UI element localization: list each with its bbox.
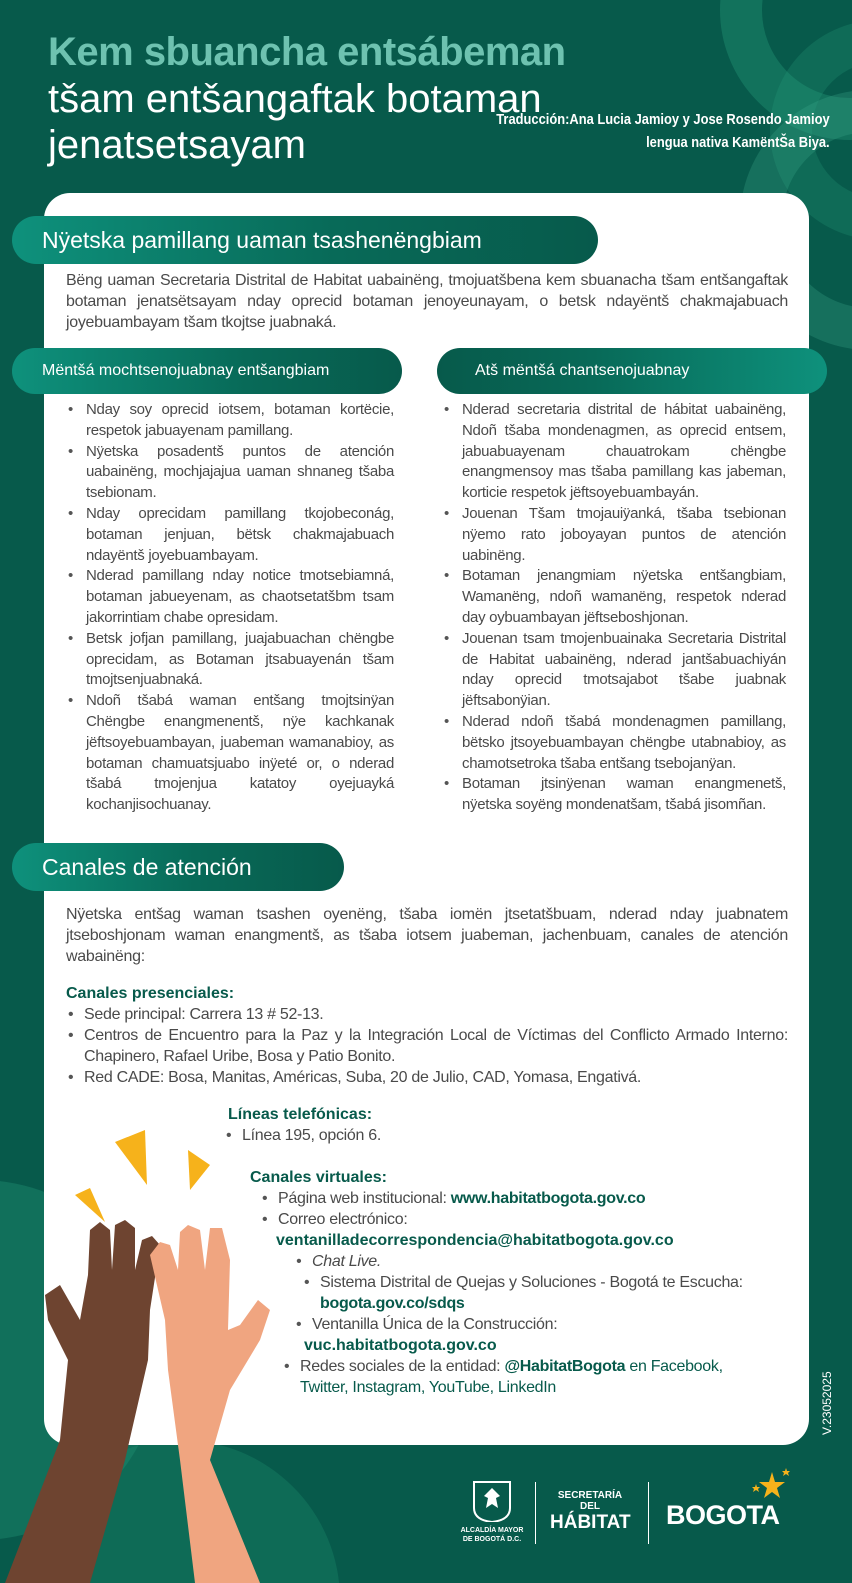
list-item: • Nÿetska posadentš puntos de atención uabainëng, mochjajajua uaman shnaneg tšaba tsebionam. — [66, 442, 394, 504]
email-label: Correo electrónico: — [278, 1211, 408, 1228]
title-line-2: tšam entšangaftak botaman — [48, 77, 542, 121]
translation-credit — [497, 108, 830, 154]
list-item: • Línea 195, opción 6. — [224, 1125, 624, 1146]
social-handle[interactable]: @HabitatBogota — [504, 1358, 626, 1375]
title-line-1: Kem sbuancha entsábeman — [48, 30, 566, 74]
translation-line-2: lengua nativa KamëntŠa Biya. — [646, 134, 830, 151]
list-item-web — [260, 1188, 790, 1209]
lineas-telefonicas — [224, 1104, 624, 1146]
alcaldia-label — [456, 1526, 528, 1544]
light-hand — [150, 1225, 270, 1583]
section-title-text: Canales de atención — [42, 853, 252, 880]
spark-icon — [75, 1130, 210, 1222]
list-item-chat: • Chat Live. — [294, 1251, 790, 1272]
high-five-hands-illustration — [0, 1130, 280, 1583]
vuc-link[interactable]: vuc.habitatbogota.gov.co — [304, 1337, 497, 1354]
secretaria-line-1: SECRETARÍA DEL — [557, 1490, 623, 1512]
list-item: • Nderad secretaria distrital de hábitat uabainëng, Ndoñ tšaba mondenagmen, as oprecid entsem, jabuabuayenam chauatrokam chëngbe enangmensoy mas tšaba pamillang kas jabeman, korticie respetok jëftsoyebuambayán. — [442, 400, 786, 504]
canales-virtuales — [250, 1167, 790, 1398]
section-title-rights-duties — [12, 216, 598, 264]
footer-logos — [460, 1470, 820, 1570]
section-title-text: Nÿetska pamillang uaman tsashenëngbiam — [42, 226, 482, 253]
list-item: • Nderad pamillang nday notice tmotsebiamná, botaman jabueyenam, as chaotsetatšbm tsam jakorrintiam chabe opresidam. — [66, 566, 394, 628]
section-intro: Bëng uaman Secretaria Distrital de Habitat uabainëng, tmojuatšbena kem sbuanacha tšam entšangaftak botaman jenatsëtsayam nday oprecid botaman jenoyeunayam, o betsk ndayëntš chakmajabuach joyebuambayam tšam tkojtse juabnaká. — [66, 272, 788, 331]
web-label: Página web institucional: — [278, 1190, 451, 1207]
list-item: • Jouenan tsam tmojenbuainaka Secretaria Distrital de Habitat uabainëng, nderad jantšabuachiyán nday oprecid tmotsajabot tšabe juabnak jëftsabonÿian. — [442, 629, 786, 712]
alcaldia-line-1: ALCALDÍA MAYOR — [460, 1527, 524, 1534]
rights-list — [66, 400, 394, 816]
column-title-text: Atš mëntšá chantsenojuabnay — [475, 362, 690, 379]
list-item: • Botaman jtsinÿenan waman enangmenetš, nÿetska soyëng mondenatšam, tšabá jisomñan. — [442, 774, 786, 816]
email-link[interactable]: ventanilladecorrespondencia@habitatbogota.gov.co — [276, 1232, 674, 1249]
presenciales-title: Canales presenciales: — [66, 985, 235, 1002]
social-networks: en Facebook, Twitter, Instagram, YouTube, LinkedIn — [300, 1358, 723, 1396]
column-title-rights — [12, 348, 402, 394]
title-line-3: jenatsetsayam — [48, 123, 306, 167]
canales-intro: Nÿetska entšag waman tsashen oyenëng, tšaba iomën jtsetatšbuam, nderad nday juabnatem jtseboshjonam waman enangmentš, as tšaba iotsem juabeman, jachenbuam, canales de atención wabainëng: — [66, 906, 788, 965]
list-item: • Sede principal: Carrera 13 # 52-13. — [66, 1004, 788, 1025]
divider — [648, 1482, 649, 1544]
sdqs-link[interactable]: bogota.gov.co/sdqs — [320, 1295, 465, 1312]
list-item: • Red CADE: Bosa, Manitas, Américas, Suba, 20 de Julio, CAD, Yomasa, Engativá. — [66, 1067, 788, 1088]
list-item: • Nday oprecidam pamillang tkojobeconág, botaman jenjuan, bëtsk chakmajabuach ndayëntš joyebuambayam. — [66, 504, 394, 566]
list-item: • Centros de Encuentro para la Paz y la Integración Local de Víctimas del Conflicto Armado Interno: Chapinero, Rafael Uribe, Bosa y Patio Bonito. — [66, 1025, 788, 1067]
list-item: • Betsk jofjan pamillang, juajabuachan chëngbe oprecidam, as Botaman jtsabuayenán tšam tmojtsenjuabnaká. — [66, 629, 394, 691]
vuc-label: Ventanilla Única de la Construcción: — [312, 1316, 558, 1333]
alcaldia-line-2: DE BOGOTÁ D.C. — [462, 1536, 522, 1543]
secretaria-line-2: HÁBITAT — [550, 1512, 631, 1533]
list-item-email — [260, 1209, 790, 1230]
version-label: V.23052025 — [820, 1371, 834, 1435]
list-item: • Nderad ndoñ tšabá mondenagmen pamillang, bëtsko jtsoyebuambayan chëngbe utabnabioy, as chamotsetroka tšaba entšang tsebojanÿan. — [442, 712, 786, 774]
divider — [535, 1482, 536, 1544]
column-title-text: Mëntšá mochtsenojuabnay entšangbiam — [42, 362, 330, 379]
translation-line-1: Traducción:Ana Lucia Jamioy y Jose Rosendo Jamioy — [496, 111, 830, 128]
social-label: Redes sociales de la entidad: — [300, 1358, 505, 1375]
telefonicas-title: Líneas telefónicas: — [228, 1106, 373, 1123]
dark-hand — [5, 1220, 160, 1583]
secretaria-habitat-logo — [550, 1490, 630, 1534]
list-item-sdqs — [302, 1272, 790, 1314]
list-item: • Botaman jenangmiam nÿetska entšangbiam, Wamanëng, ndoñ wamanëng, respetok nderad day oybuambayan jëftseboshjonan. — [442, 566, 786, 628]
list-item-vuc — [294, 1314, 790, 1335]
canales-presenciales — [66, 983, 788, 1088]
list-item-social — [282, 1356, 750, 1398]
list-item: • Ndoñ tšabá waman entšang tmojtsinÿan Chëngbe enangmenentš, nÿe kachkanak jëftsoyebuambayan, juabeman wamanabioy, as botaman chamuatsjuabo inÿeté or, o nderad tšabá tmojenjua katatoy oyejuayká kochanjisochuanay. — [66, 691, 394, 816]
bogota-coat-of-arms-icon — [472, 1480, 512, 1522]
list-item: • Jouenan Tšam tmojauiÿanká, tšaba tsebionan nÿemo rato joboyayan puntos de atención uabinëng. — [442, 504, 786, 566]
section-title-canales — [12, 843, 344, 891]
list-item: • Nday soy oprecid iotsem, botaman kortëcie, respetok jabuayenam pamillang. — [66, 400, 394, 442]
virtuales-title: Canales virtuales: — [250, 1169, 387, 1186]
star-icon — [750, 1468, 790, 1504]
column-title-duties — [437, 348, 827, 394]
duties-list — [442, 400, 786, 816]
web-link[interactable]: www.habitatbogota.gov.co — [450, 1190, 646, 1207]
sdqs-label: Sistema Distrital de Quejas y Soluciones - Bogotá te Escucha: — [320, 1274, 743, 1291]
bogota-logo-text: BOGOTA — [666, 1500, 780, 1530]
